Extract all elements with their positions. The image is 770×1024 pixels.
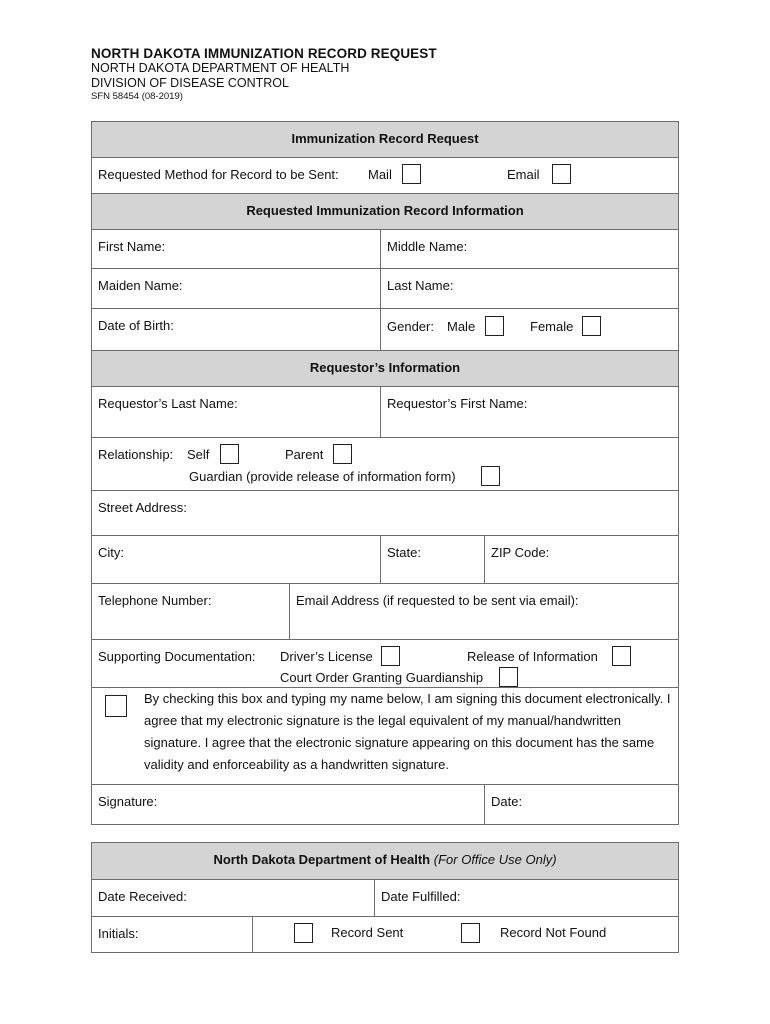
office-status-row — [92, 916, 678, 952]
last-name-label: Last Name: — [387, 278, 454, 293]
record-status-field — [252, 917, 678, 952]
form-title: NORTH DAKOTA IMMUNIZATION RECORD REQUEST — [91, 46, 437, 61]
section-header-requestor: Requestor’s Information — [92, 350, 678, 386]
requestor-last-name-label: Requestor’s Last Name: — [98, 396, 238, 411]
date-fulfilled-field[interactable] — [374, 880, 678, 916]
initials-label: Initials: — [98, 926, 139, 941]
supporting-docs-row — [92, 639, 678, 687]
last-name-field[interactable] — [380, 269, 678, 308]
requestor-name-row — [92, 386, 678, 437]
method-row — [92, 157, 678, 193]
street-address-label: Street Address: — [98, 500, 187, 515]
maiden-last-row — [92, 268, 678, 308]
self-checkbox[interactable] — [220, 444, 239, 464]
state-label: State: — [387, 545, 421, 560]
mail-label: Mail — [368, 167, 392, 182]
email-address-label: Email Address (if requested to be sent via email): — [296, 593, 579, 608]
female-label: Female — [530, 319, 574, 334]
zip-code-field[interactable] — [484, 536, 678, 583]
office-title: North Dakota Department of Health — [213, 852, 431, 867]
city-label: City: — [98, 545, 124, 560]
court-order-checkbox[interactable] — [499, 667, 518, 687]
attestation-checkbox[interactable] — [105, 695, 127, 717]
release-info-label: Release of Information — [467, 649, 598, 664]
record-not-found-label: Record Not Found — [500, 925, 607, 940]
maiden-name-field[interactable] — [92, 269, 380, 308]
male-label: Male — [447, 319, 476, 334]
dob-gender-row — [92, 308, 678, 350]
first-name-field[interactable] — [92, 230, 380, 268]
relationship-row — [92, 437, 678, 490]
middle-name-label: Middle Name: — [387, 239, 468, 254]
guardian-label: Guardian (provide release of information form) — [189, 469, 456, 484]
name-row — [92, 229, 678, 268]
drivers-license-label: Driver’s License — [280, 649, 373, 664]
requestor-last-name-field[interactable] — [92, 387, 380, 437]
release-info-checkbox[interactable] — [612, 646, 631, 666]
telephone-label: Telephone Number: — [98, 593, 212, 608]
requestor-first-name-label: Requestor’s First Name: — [387, 396, 528, 411]
dob-label: Date of Birth: — [98, 318, 174, 333]
section-header-request: Immunization Record Request — [92, 122, 678, 157]
dob-field[interactable] — [92, 309, 380, 350]
form-header — [91, 46, 437, 103]
method-label: Requested Method for Record to be Sent: — [98, 167, 339, 182]
office-title-note: (For Office Use Only) — [433, 852, 557, 867]
office-use-form — [91, 842, 679, 953]
date-received-field[interactable] — [92, 880, 374, 916]
email-checkbox[interactable] — [552, 164, 571, 184]
gender-field — [380, 309, 678, 350]
division-name: DIVISION OF DISEASE CONTROL — [91, 76, 289, 90]
city-field[interactable] — [92, 536, 380, 583]
maiden-name-label: Maiden Name: — [98, 278, 183, 293]
attestation-text: By checking this box and typing my name below, I am signing this document electronically. I agree that my electronic signature is the legal equivalent of my manual/handwritten signature. I agree that the electronic signature appearing on this document has the same validity and enforceability as a handwritten signature. — [144, 691, 671, 772]
state-field[interactable] — [380, 536, 484, 583]
date-fulfilled-label: Date Fulfilled: — [381, 889, 461, 904]
record-sent-checkbox[interactable] — [294, 923, 313, 943]
drivers-license-checkbox[interactable] — [381, 646, 400, 666]
first-name-label: First Name: — [98, 239, 166, 254]
form-number: SFN 58454 (08-2019) — [91, 91, 183, 102]
signature-label: Signature: — [98, 794, 158, 809]
street-address-field[interactable] — [92, 490, 678, 535]
signature-date-field[interactable] — [484, 785, 678, 824]
court-order-label: Court Order Granting Guardianship — [280, 670, 484, 685]
section-header-office — [92, 843, 678, 879]
female-checkbox[interactable] — [582, 316, 601, 336]
mail-checkbox[interactable] — [402, 164, 421, 184]
relationship-label: Relationship: — [98, 447, 174, 462]
city-state-zip-row — [92, 535, 678, 583]
initials-field[interactable] — [92, 917, 252, 952]
supporting-docs-label: Supporting Documentation: — [98, 649, 256, 664]
phone-email-row — [92, 583, 678, 639]
department-name: NORTH DAKOTA DEPARTMENT OF HEALTH — [91, 61, 350, 75]
signature-date-label: Date: — [491, 794, 523, 809]
section-header-record-info: Requested Immunization Record Information — [92, 193, 678, 229]
request-form — [91, 121, 679, 825]
middle-name-field[interactable] — [380, 230, 678, 268]
telephone-field[interactable] — [92, 584, 289, 639]
email-address-field[interactable] — [289, 584, 678, 639]
record-not-found-checkbox[interactable] — [461, 923, 480, 943]
parent-checkbox[interactable] — [333, 444, 352, 464]
record-sent-label: Record Sent — [331, 925, 404, 940]
email-label: Email — [507, 167, 540, 182]
signature-row — [92, 784, 678, 824]
male-checkbox[interactable] — [485, 316, 504, 336]
requestor-first-name-field[interactable] — [380, 387, 678, 437]
date-received-label: Date Received: — [98, 889, 187, 904]
zip-code-label: ZIP Code: — [491, 545, 550, 560]
gender-label: Gender: — [387, 319, 434, 334]
self-label: Self — [187, 447, 210, 462]
guardian-checkbox[interactable] — [481, 466, 500, 486]
attestation-row — [92, 687, 678, 784]
signature-field[interactable] — [92, 785, 484, 824]
office-dates-row — [92, 879, 678, 916]
parent-label: Parent — [285, 447, 324, 462]
